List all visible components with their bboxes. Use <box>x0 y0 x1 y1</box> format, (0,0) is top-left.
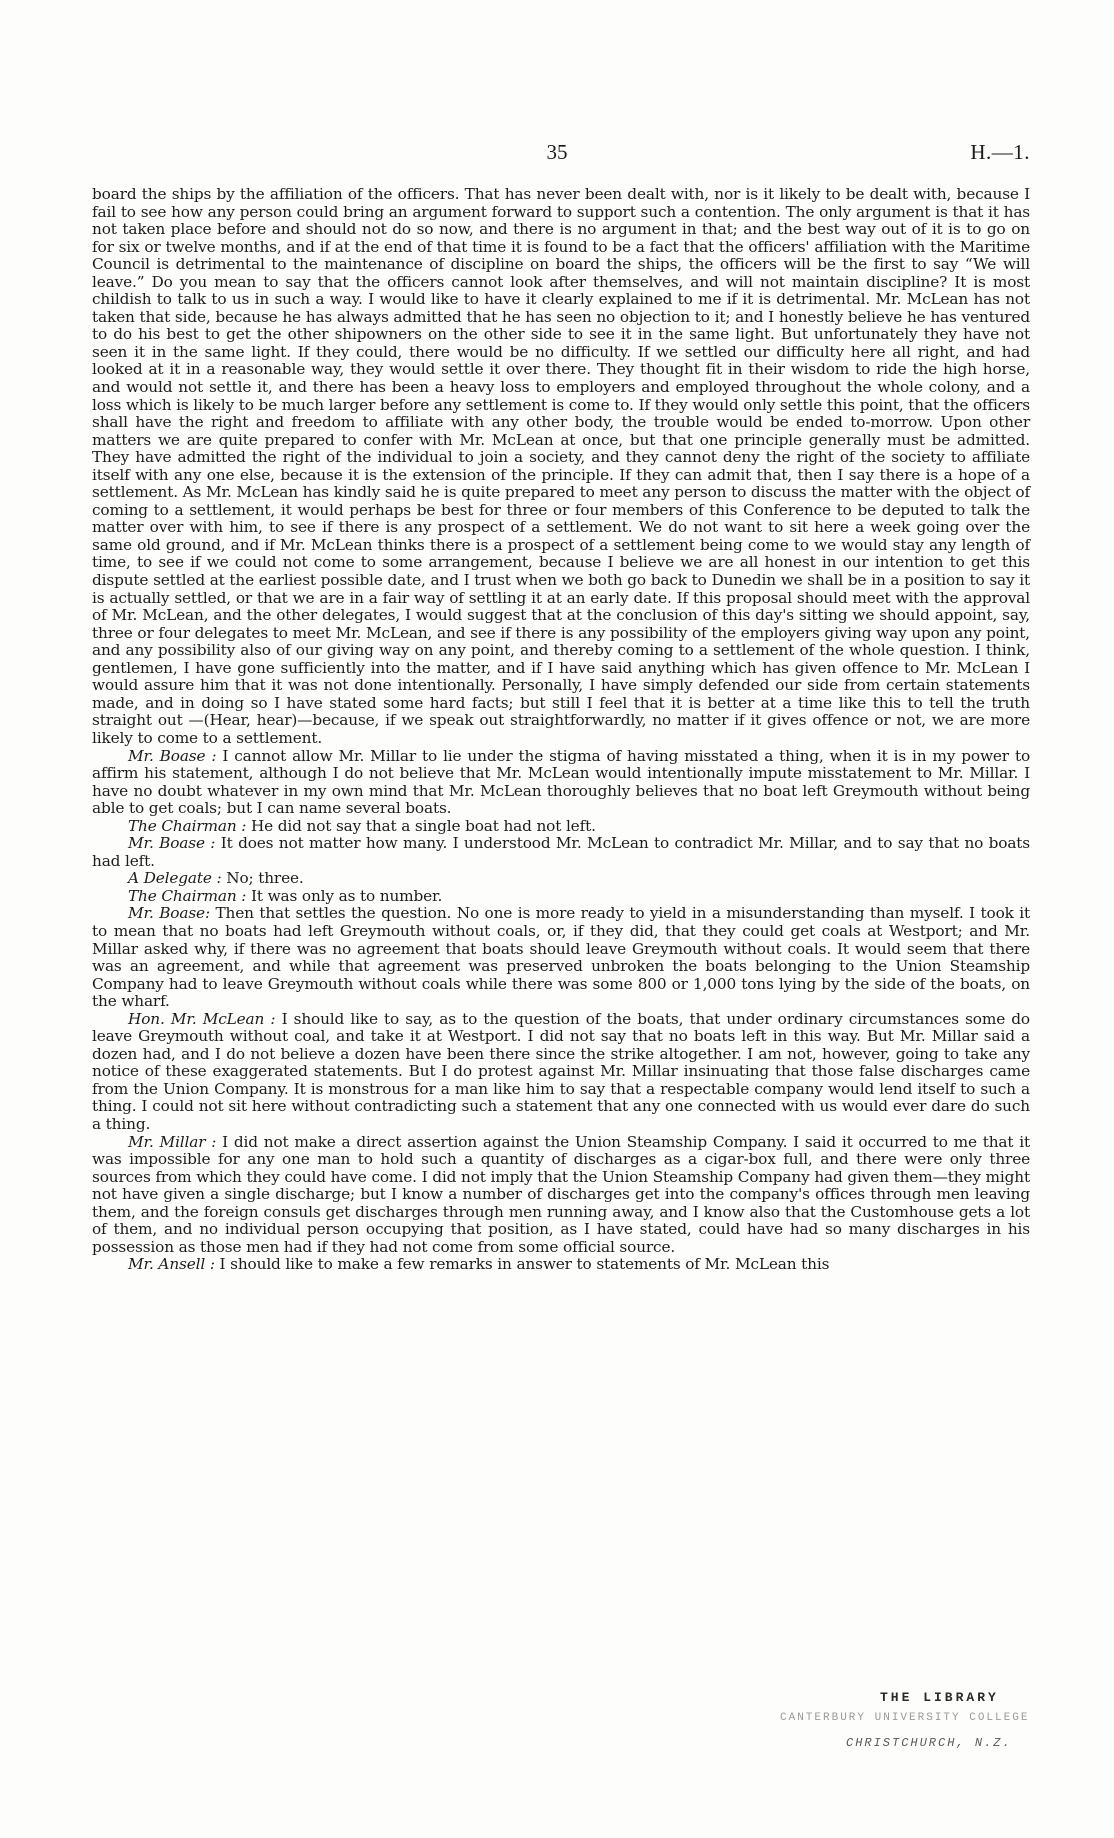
paragraph-continuation: board the ships by the affiliation of the officers. That has never been dealt with, nor is it likely to be dealt with, because I fail to see how any person could bring an argument forward to support such a contention. The only argument is that it has not taken place before and should not do so now, and there is no argument in that; and the best way out of it is to go on for six or twelve months, and if at the end of that time it is found to be a fact that the officers' affiliation with the Maritime Council is detrimental to the maintenance of discipline on board the ships, the officers will be the first to say “We will leave.” Do you mean to say that the officers cannot look after themselves, and will not maintain discipline? It is most childish to talk to us in such a way. I would like to have it clearly explained to me if it is detrimental. Mr. McLean has not taken that side, because he has always admitted that he has seen no objection to it; and I honestly believe he has ventured to do his best to get the other shipowners on the other side to see it in the same light. But unfortunately they have not seen it in the same light. If they could, there would be no difficulty. If we settled our difficulty here all right, and had looked at it in a reasonable way, they would settle it over there. They thought fit in their wisdom to ride the high horse, and would not settle it, and there has been a heavy loss to employers and employed throughout the whole colony, and a loss which is likely to be much larger before any settlement is come to. If they would only settle this point, that the officers shall have the right and freedom to affiliate with any other body, the trouble would be ended to-morrow. Upon other matters we are quite prepared to confer with Mr. McLean at once, but that one principle generally must be admitted. They have admitted the right of the individual to join a society, and they cannot deny the right of the society to affiliate itself with any one else, because it is the extension of the principle. If they can admit that, then I say there is a hope of a settlement. As Mr. McLean has kindly said he is quite prepared to meet any person to discuss the matter with the object of coming to a settlement, it would perhaps be best for three or four members of this Conference to be deputed to talk the matter over with him, to see if there is any prospect of a settlement. We do not want to sit here a week going over the same old ground, and if Mr. McLean thinks there is a prospect of a settlement being come to we would stay any length of time, to see if we could not come to some arrangement, because I believe we are all honest in our intention to get this dispute settled at the earliest possible date, and I trust when we both go back to Dunedin we shall be in a position to say it is actually settled, or that we are in a fair way of settling it at an early date. If this proposal should meet with the approval of Mr. McLean, and the other delegates, I would suggest that at the conclusion of this day's sitting we should appoint, say, three or four delegates to meet Mr. McLean, and see if there is any possibility of the employers giving way upon any point, and any possibility also of our giving way on any point, and thereby coming to a settlement of the whole question. I think, gentlemen, I have gone sufficiently into the matter, and if I have said anything which has given offence to Mr. McLean I would assure him that it was not done intentionally. Personally, I have simply defended our side from certain statements made, and in doing so I have stated some hard facts; but still I feel that it is better at a time like this to tell the truth straight out —(Hear, hear)—because, if we speak out straightforwardly, no matter if it gives offence or not, we are more likely to come to a settlement. <box>92 185 1030 747</box>
speech-paragraph <box>92 870 1030 888</box>
speech-text: Then that settles the question. No one is more ready to yield in a misunderstanding than myself. I took it to mean that no boats had left Greymouth without coals, or, if they did, that they could get coals at Westport; and Mr. Millar asked why, if there was no agreement that boats should leave Greymouth without coals. It would seem that there was an agreement, and while that agreement was preserved unbroken the boats belonging to the Union Steamship Company had to leave Greymouth without coals while there was some 800 or 1,000 tons lying by the side of the boats, on the wharf. <box>92 904 1031 1011</box>
page-number: 35 <box>546 140 568 164</box>
speech-text: I did not make a direct assertion against the Union Steamship Company. I said it occurred to me that it was impossible for any one man to hold such a quantity of discharges as a cigar-box full, and there were only three sources from which they could have come. I did not imply that the Union Steamship Company had given them—they might not have given a single discharge; but I know a number of discharges get into the company's offices through men leaving them, and the foreign consuls get discharges through men running away, and I know also that the Customhouse gets a lot of them, and no individual person occupying that position, as I have stated, could have had so many discharges in his possession as those men had if they had not come from some official source. <box>92 1132 1030 1256</box>
speech-paragraph <box>92 748 1030 818</box>
speaker-label: Mr. Boase : <box>128 746 217 765</box>
speaker-label: Mr. Boase: <box>128 904 210 923</box>
speaker-label: Mr. Millar : <box>128 1132 217 1151</box>
speech-paragraph <box>92 888 1030 906</box>
speech-text: He did not say that a single boat had not left. <box>250 816 596 835</box>
speech-paragraph <box>92 1011 1030 1134</box>
speaker-label: Mr. Ansell : <box>128 1255 215 1274</box>
speaker-label: A Delegate : <box>128 869 222 888</box>
stamp-line: CHRISTCHURCH, N.Z. <box>846 1736 1012 1750</box>
speech-text: It was only as to number. <box>250 886 443 905</box>
speech-paragraph <box>92 835 1030 870</box>
speech-paragraph <box>92 818 1030 836</box>
speaker-label: The Chairman : <box>128 886 247 905</box>
speech-paragraph <box>92 905 1030 1010</box>
speaker-label: The Chairman : <box>128 816 247 835</box>
speech-text: I should like to make a few remarks in answer to statements of Mr. McLean this <box>219 1255 830 1274</box>
stamp-line: CANTERBURY UNIVERSITY COLLEGE <box>780 1712 1030 1724</box>
speaker-label: Mr. Boase : <box>128 834 216 853</box>
speech-text: I cannot allow Mr. Millar to lie under the stigma of having misstated a thing, when it is in my power to affirm his statement, although I do not believe that Mr. McLean would intentionally impute misstatement to Mr. Millar. I have no doubt whatever in my own mind that Mr. McLean thoroughly believes that no boat left Greymouth without being able to get coals; but I can name several boats. <box>92 746 1030 818</box>
speech-text: I should like to say, as to the question of the boats, that under ordinary circumstances some do leave Greymouth without coal, and take it at Westport. I did not say that no boats left in this way. But Mr. Millar said a dozen had, and I do not believe a dozen have been there since the strike altogether. I am not, however, going to take any notice of these exaggerated statements. But I do protest against Mr. Millar insinuating that those false discharges came from the Union Company. It is monstrous for a man like him to say that a respectable company would lend itself to such a thing. I could not sit here without contradicting such a statement that any one connected with us would ever dare do such a thing. <box>92 1009 1030 1133</box>
body-text <box>92 186 1030 1274</box>
speech-paragraph <box>92 1134 1030 1257</box>
speech-paragraph <box>92 1256 1030 1274</box>
stamp-line: THE LIBRARY <box>880 1690 999 1705</box>
speaker-label: Hon. Mr. McLean : <box>128 1009 276 1028</box>
speech-text: It does not matter how many. I understood Mr. McLean to contradict Mr. Millar, and to say that no boats had left. <box>92 834 1031 870</box>
speech-text: No; three. <box>226 869 304 888</box>
document-reference: H.—1. <box>970 140 1030 164</box>
